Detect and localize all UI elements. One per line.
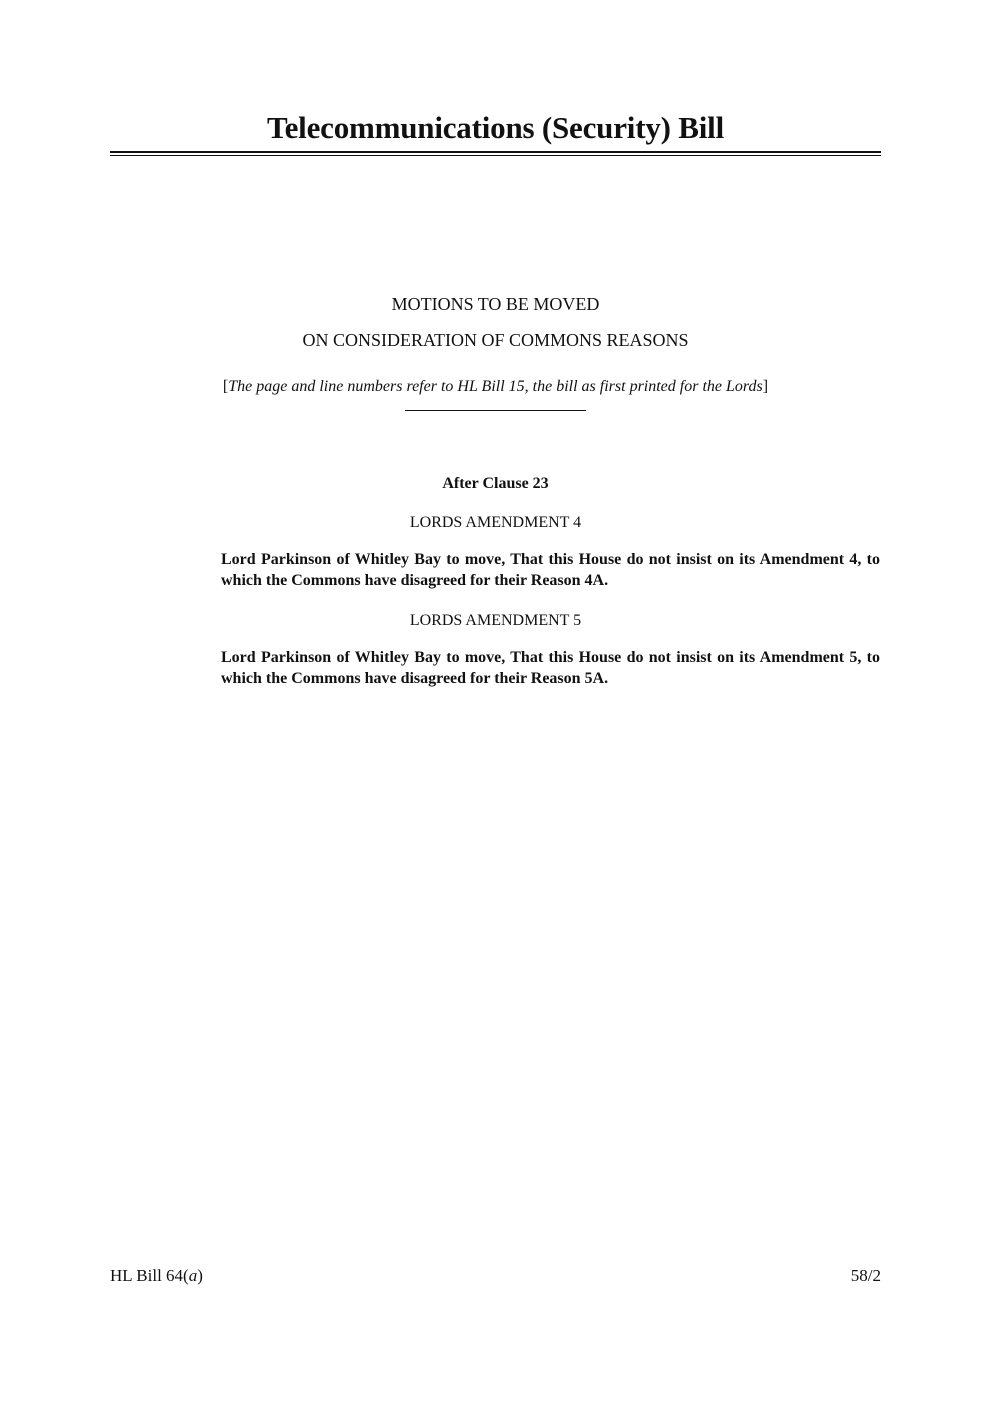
title-rule-thick	[110, 151, 881, 153]
amendment-label: LORDS AMENDMENT 5	[409, 612, 582, 629]
amendment-label: LORDS AMENDMENT 4	[409, 514, 582, 531]
note-close-bracket: ]	[762, 378, 769, 395]
amendment-motion: Lord Parkinson of Whitley Bay to move, That this House do not insist on its Amendment 5, to which the Commons have disagreed for their Reason 5A.	[221, 649, 880, 687]
note-text: The page and line numbers refer to HL Bill 15, the bill as first printed for the Lords	[228, 378, 763, 395]
consideration-heading: ON CONSIDERATION OF COMMONS REASONS	[302, 330, 689, 350]
reference-note	[0, 378, 991, 396]
bill-prefix: HL Bill 64(	[110, 1266, 189, 1285]
bill-suffix-italic: a	[188, 1266, 198, 1285]
title-rule-thin	[110, 155, 881, 156]
amendment-motion: Lord Parkinson of Whitley Bay to move, That this House do not insist on its Amendment 4, to which the Commons have disagreed for their Reason 4A.	[221, 551, 880, 589]
bill-close: )	[197, 1266, 203, 1285]
bill-number	[110, 1266, 203, 1286]
motions-heading: MOTIONS TO BE MOVED	[391, 294, 600, 314]
page-reference: 58/2	[850, 1266, 881, 1285]
section-divider	[405, 410, 586, 411]
document-title: Telecommunications (Security) Bill	[266, 110, 725, 145]
note-open-bracket: [	[222, 378, 229, 395]
clause-heading: After Clause 23	[442, 475, 549, 492]
